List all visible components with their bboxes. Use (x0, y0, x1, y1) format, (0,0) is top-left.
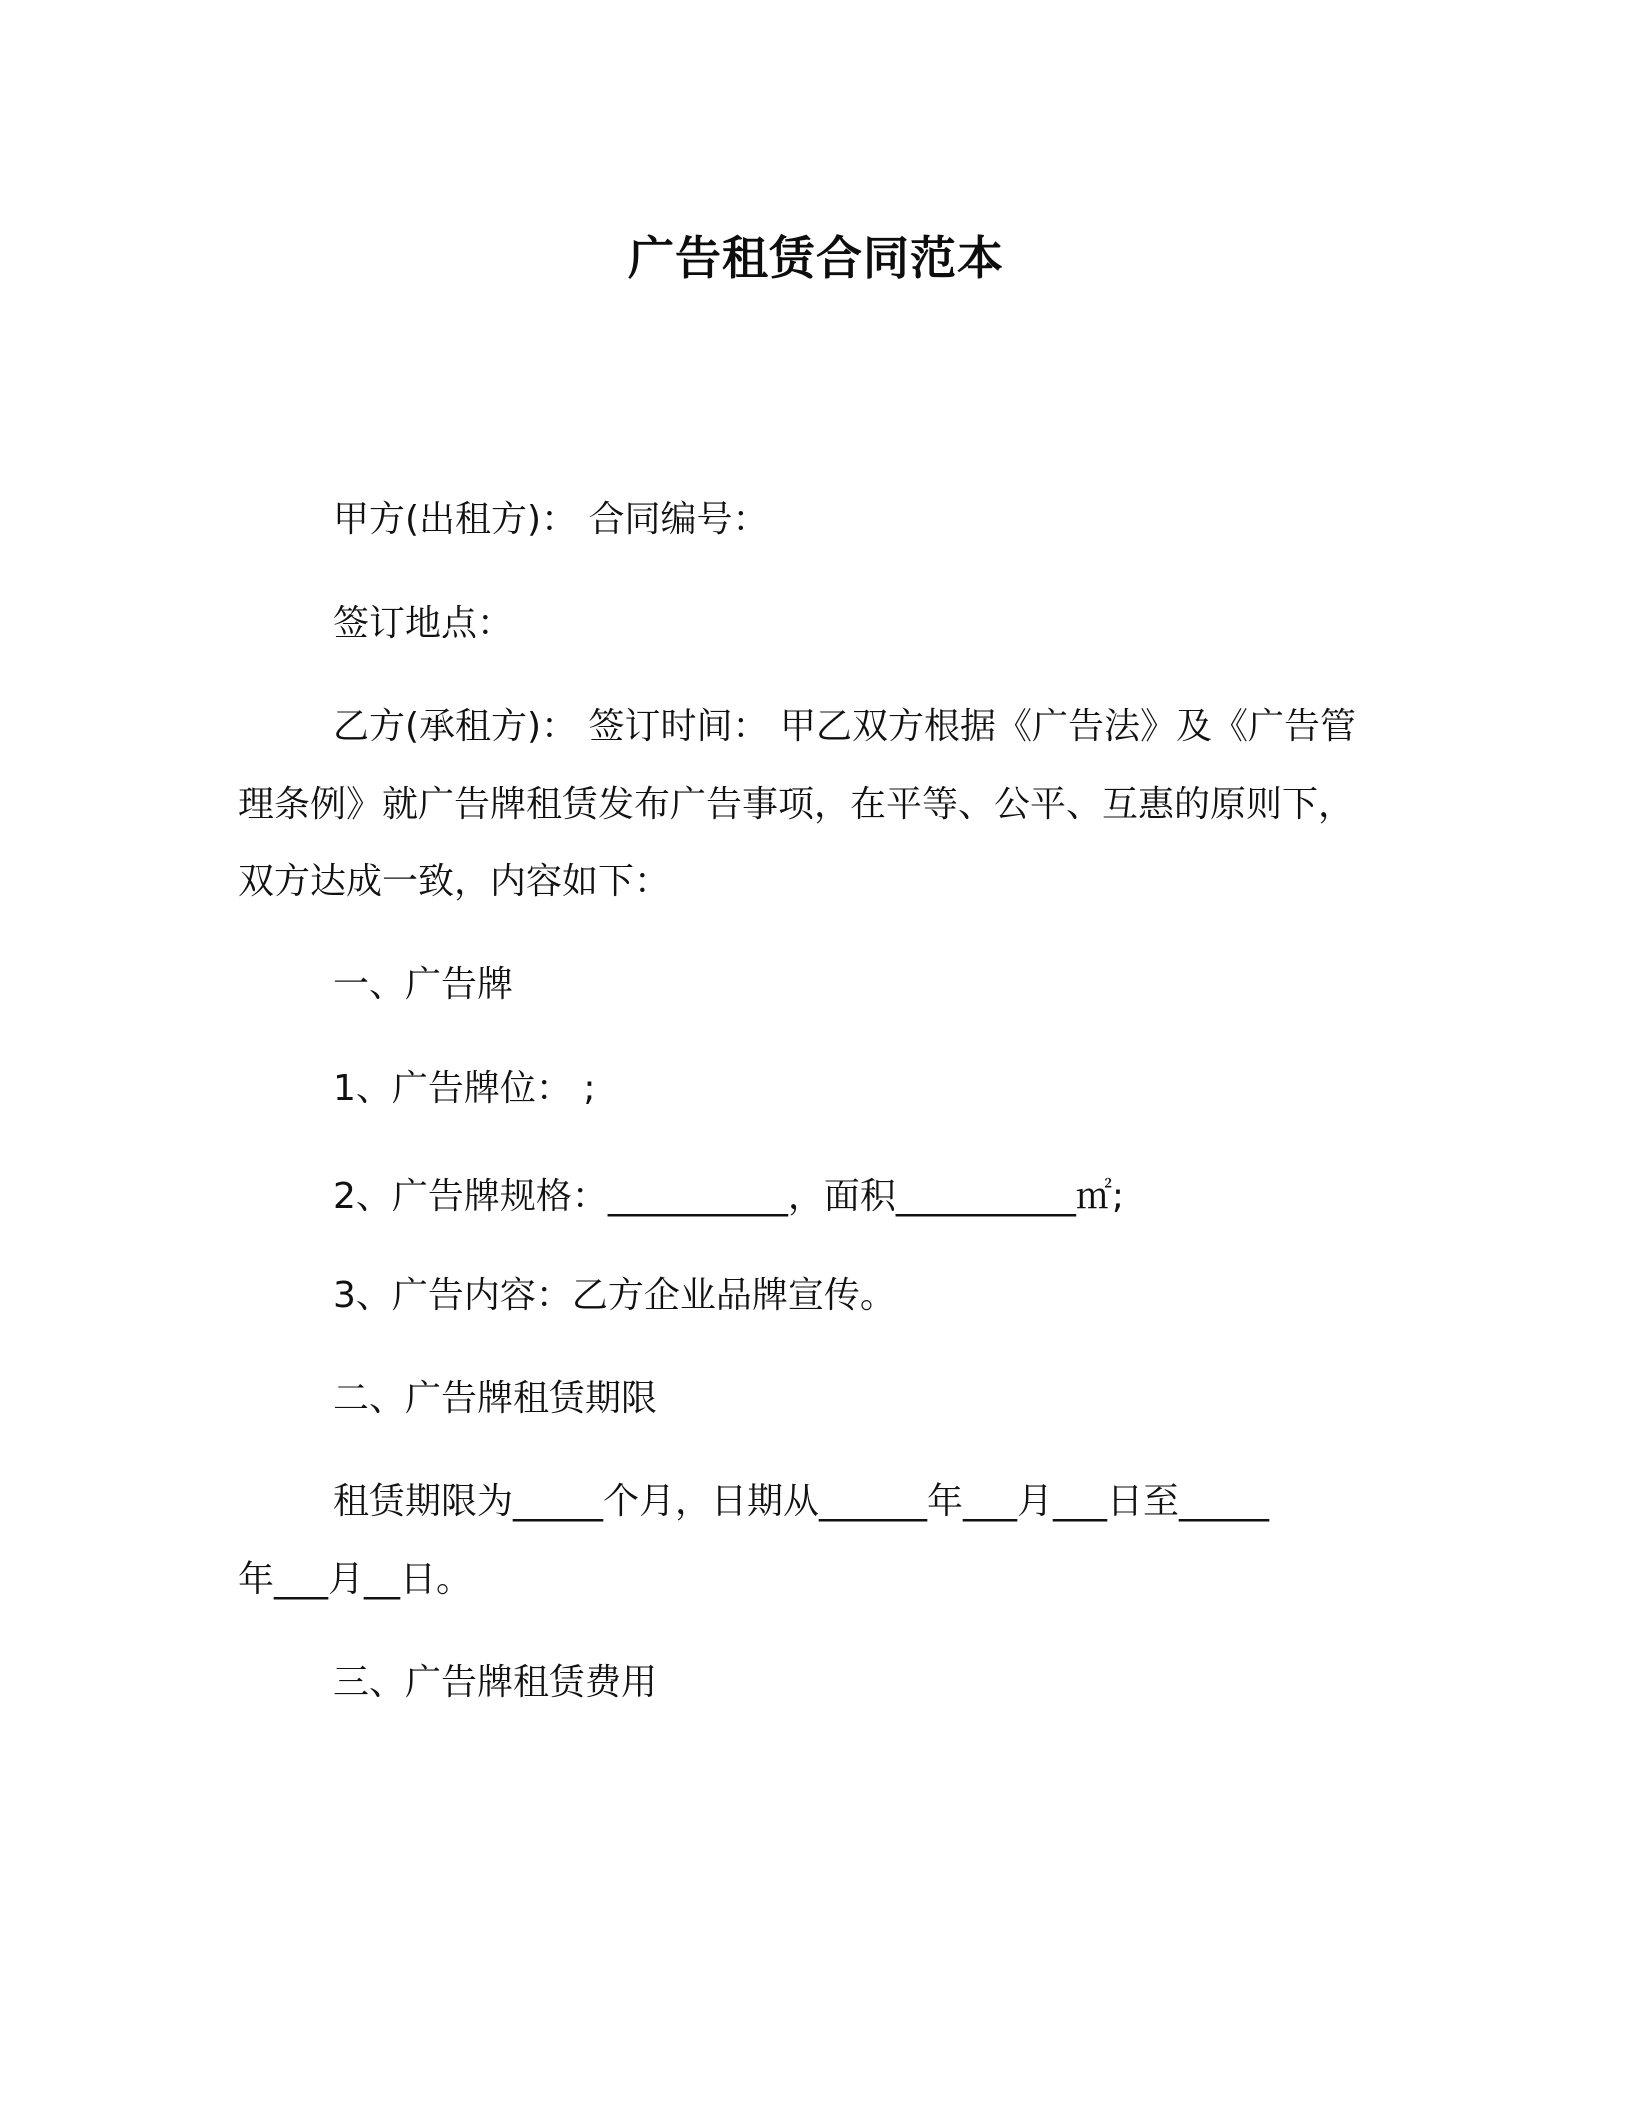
lease-term-line: 租赁期限为_____个月，日期从______年___月___日至_____ (333, 1481, 1270, 1522)
lease-term-end-line: 年___月__日。 (238, 1559, 473, 1600)
ad-content-line: 3、广告内容：乙方企业品牌宣传。 (333, 1275, 896, 1316)
intro-end-line: 双方达成一致，内容如下： (238, 861, 671, 902)
document-title: 广告租赁合同范本 (628, 231, 1004, 285)
billboard-position-line: 1、广告牌位： ; (333, 1068, 596, 1109)
billboard-spec-line: 2、广告牌规格：__________，面积__________㎡; (333, 1176, 1125, 1217)
party-b-line: 乙方(承租方)： 签订时间： 甲乙双方根据《广告法》及《广告管 (333, 706, 1356, 747)
party-a-line: 甲方(出租方)： 合同编号： (333, 499, 769, 540)
section-3-heading: 三、广告牌租赁费用 (333, 1662, 658, 1703)
intro-continued-line: 理条例》就广告牌租赁发布广告事项，在平等、公平、互惠的原则下， (238, 784, 1355, 825)
section-1-heading: 一、广告牌 (333, 964, 514, 1005)
section-2-heading: 二、广告牌租赁期限 (333, 1378, 658, 1419)
signing-location-line: 签订地点： (333, 603, 514, 644)
